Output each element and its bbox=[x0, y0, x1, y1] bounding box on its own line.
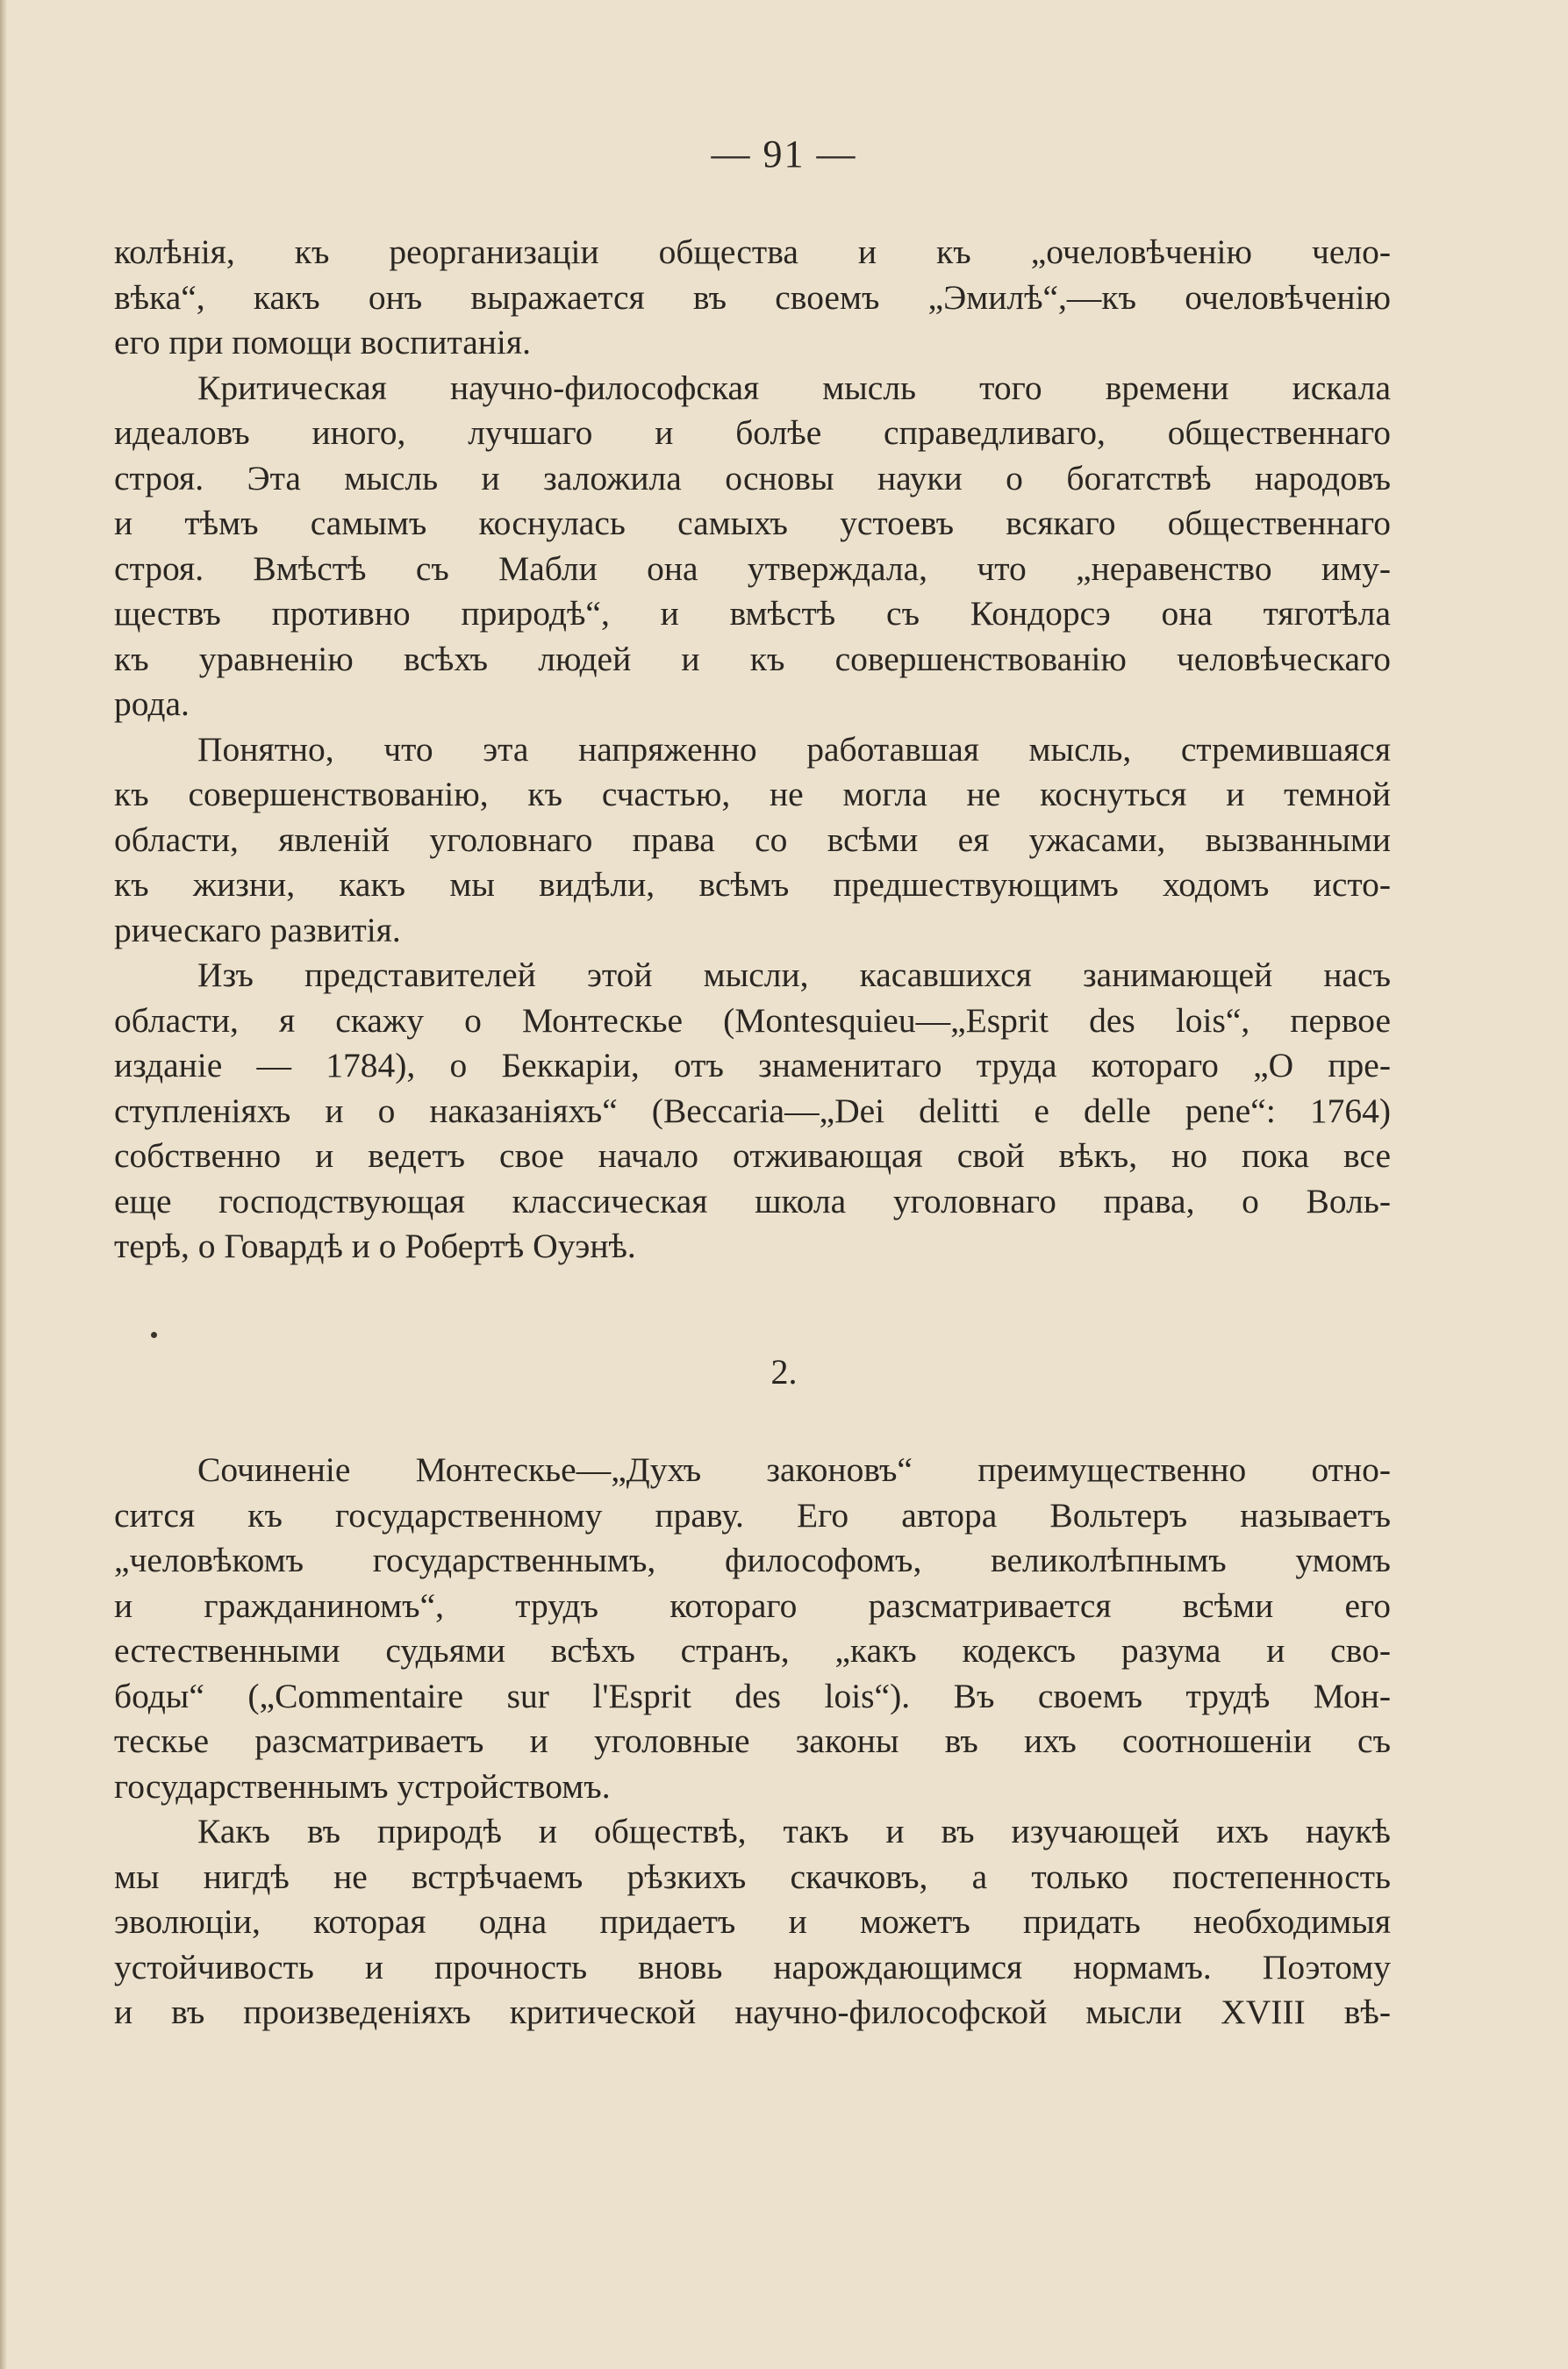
text-line: Изъ представителей этой мысли, касавшихся занимающей насъ bbox=[197, 955, 1391, 994]
text-line: Какъ въ природѣ и обществѣ, такъ и въ изучающей ихъ наукѣ bbox=[197, 1812, 1391, 1850]
text-line: рическаго развитія. bbox=[114, 910, 401, 949]
text-line: колѣнія, къ реорганизаціи общества и къ „очеловѣченію чело- bbox=[114, 233, 1391, 271]
text-line: Понятно, что эта напряженно работавшая мысль, стремившаяся bbox=[197, 729, 1391, 769]
text-line: строя. Эта мысль и заложила основы науки о богатствѣ народовъ bbox=[114, 458, 1391, 497]
text-line: къ жизни, какъ мы видѣли, всѣмъ предшествующимъ ходомъ исто- bbox=[114, 865, 1391, 904]
text-line: боды“ („Commentaire sur l'Esprit des lois“). Въ своемъ трудѣ Мон- bbox=[114, 1676, 1391, 1715]
text-line: строя. Вмѣстѣ съ Мабли она утверждала, что „неравенство иму- bbox=[114, 548, 1391, 588]
text-line: и въ произведеніяхъ критической научно-философской мысли XVIII вѣ- bbox=[114, 1993, 1391, 2031]
text-line: „человѣкомъ государственнымъ, философомъ, великолѣпнымъ умомъ bbox=[114, 1541, 1391, 1579]
text-line: и гражданиномъ“, трудъ котораго разсматривается всѣми его bbox=[114, 1585, 1391, 1625]
text-line: еще господствующая классическая школа уголовнаго права, о Воль- bbox=[114, 1181, 1391, 1220]
text-line: Сочиненіе Монтескье—„Духъ законовъ“ преимущественно отно- bbox=[197, 1450, 1391, 1489]
page-binding-shadow bbox=[0, 0, 7, 2369]
text-line: къ совершенствованію, къ счастью, не могла не коснуться и темной bbox=[114, 775, 1391, 813]
text-line: къ уравненію всѣхъ людей и къ совершенствованію человѣческаго bbox=[114, 639, 1391, 678]
text-line: мы нигдѣ не встрѣчаемъ рѣзкихъ скачковъ, а только постепенность bbox=[114, 1857, 1391, 1896]
text-line: устойчивость и прочность вновь нарождающимся нормамъ. Поэтому bbox=[114, 1947, 1391, 1986]
text-line: естественными судьями всѣхъ странъ, „какъ кодексъ разума и сво- bbox=[114, 1631, 1391, 1670]
text-line: идеаловъ иного, лучшаго и болѣе справедливаго, общественнаго bbox=[114, 413, 1391, 452]
text-line: рода. bbox=[114, 684, 190, 723]
ink-speck bbox=[151, 1332, 157, 1338]
text-line: сится къ государственному праву. Его автора Вольтеръ называетъ bbox=[114, 1495, 1391, 1535]
text-line: и тѣмъ самымъ коснулась самыхъ устоевъ всякаго общественнаго bbox=[114, 504, 1391, 542]
text-line: ществъ противно природѣ“, и вмѣстѣ съ Кондорсэ она тяготѣла bbox=[114, 594, 1391, 633]
text-line: Критическая научно-философская мысль того времени искала bbox=[197, 368, 1391, 407]
page-number: — 91 — bbox=[711, 132, 857, 175]
text-line: эволюціи, которая одна придаетъ и можетъ придать необходимыя bbox=[114, 1902, 1391, 1941]
text-line: собственно и ведетъ свое начало отживающая свой вѣкъ, но пока все bbox=[114, 1136, 1391, 1175]
text-line: терѣ, о Говардѣ и о Робертѣ Оуэнѣ. bbox=[114, 1227, 636, 1265]
text-block-1 bbox=[114, 230, 1391, 1270]
text-line: изданіе — 1784), о Беккаріи, отъ знаменитаго труда котораго „О пре- bbox=[114, 1046, 1391, 1084]
text-line: его при помощи воспитанія. bbox=[114, 323, 531, 361]
text-line: области, я скажу о Монтескье (Montesquieu—„Esprit des lois“, первое bbox=[114, 1000, 1391, 1040]
text-line: ступленіяхъ и о наказаніяхъ“ (Beccaria—„Dei delitti e delle pene“: 1764) bbox=[114, 1091, 1391, 1130]
text-block-2 bbox=[114, 1448, 1391, 2036]
text-line: государственнымъ устройствомъ. bbox=[114, 1766, 611, 1806]
section-number: 2. bbox=[770, 1352, 798, 1392]
text-line: тескье разсматриваетъ и уголовные законы въ ихъ соотношеніи съ bbox=[114, 1721, 1391, 1760]
text-line: вѣка“, какъ онъ выражается въ своемъ „Эмилѣ“,—къ очеловѣченію bbox=[114, 277, 1391, 317]
text-line: области, явленій уголовнаго права со всѣми ея ужасами, вызванными bbox=[114, 819, 1391, 859]
